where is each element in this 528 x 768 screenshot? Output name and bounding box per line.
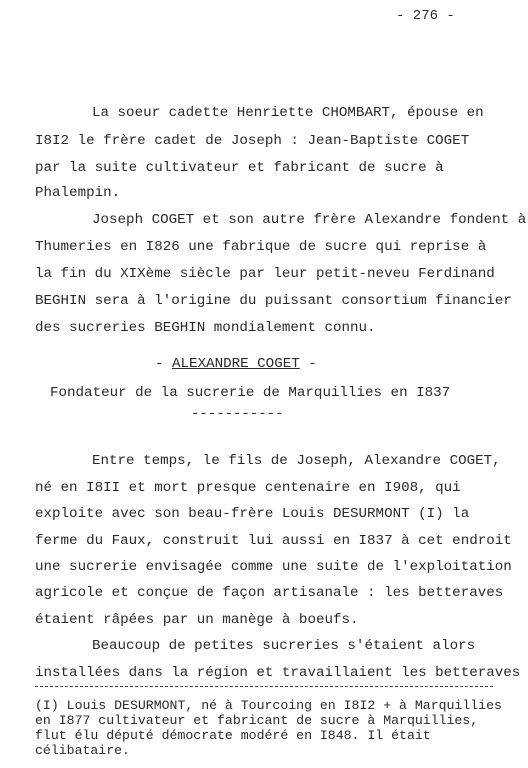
section-heading <box>155 356 317 372</box>
text-line: agricole et conçue de façon artisanale : les betteraves <box>35 585 504 601</box>
heading-dash-left: - <box>155 356 164 372</box>
footnote-line: en I877 cultivateur et fabricant de sucre à Marquillies, <box>35 713 479 728</box>
text-line: exploite avec son beau-frère Louis DESURMONT (I) la <box>35 506 470 522</box>
text-line: Joseph COGET et son autre frère Alexandre fondent à <box>92 212 527 228</box>
text-line: étaient râpées par un manège à boeufs. <box>35 612 359 628</box>
text-line: né en I8II et mort presque centenaire en I908, qui <box>35 480 461 496</box>
text-line: la fin du XIXème siècle par leur petit-neveu Ferdinand <box>35 266 495 282</box>
section-separator: ----------- <box>191 406 284 422</box>
footnote-line: célibataire. <box>35 743 130 758</box>
text-line: I8I2 le frère cadet de Joseph : Jean-Baptiste COGET <box>35 133 470 149</box>
footnote-line: (I) Louis DESURMONT, né à Tourcoing en I8I2 + à Marquillies <box>35 698 502 713</box>
text-line: des sucreries BEGHIN mondialement connu. <box>35 320 376 336</box>
heading-dash-right: - <box>308 356 317 372</box>
heading-name: ALEXANDRE COGET <box>172 356 300 372</box>
page-number: - 276 - <box>396 8 455 24</box>
text-line: Thumeries en I826 une fabrique de sucre qui reprise à <box>35 239 487 255</box>
footnote-line: flut élu député démocrate modéré en I848. Il était <box>35 728 431 743</box>
text-line: Phalempin. <box>35 185 121 201</box>
text-line: Beaucoup de petites sucreries s'étaient alors <box>92 638 476 654</box>
text-line: une sucrerie envisagée comme une suite de l'exploitation <box>35 559 512 575</box>
section-subtitle: Fondateur de la sucrerie de Marquillies en I837 <box>50 385 451 401</box>
text-line: Entre temps, le fils de Joseph, Alexandre COGET, <box>92 453 501 469</box>
text-line: ferme du Faux, construit lui aussi en I837 à cet endroit <box>35 533 512 549</box>
text-line: La soeur cadette Henriette CHOMBART, épouse en <box>92 105 484 121</box>
footnote-separator <box>35 686 493 687</box>
text-line: BEGHIN sera à l'origine du puissant consortium financier <box>35 293 512 309</box>
text-line: installées dans la région et travaillaient les betteraves <box>35 665 521 681</box>
text-line: par la suite cultivateur et fabricant de sucre à <box>35 160 444 176</box>
